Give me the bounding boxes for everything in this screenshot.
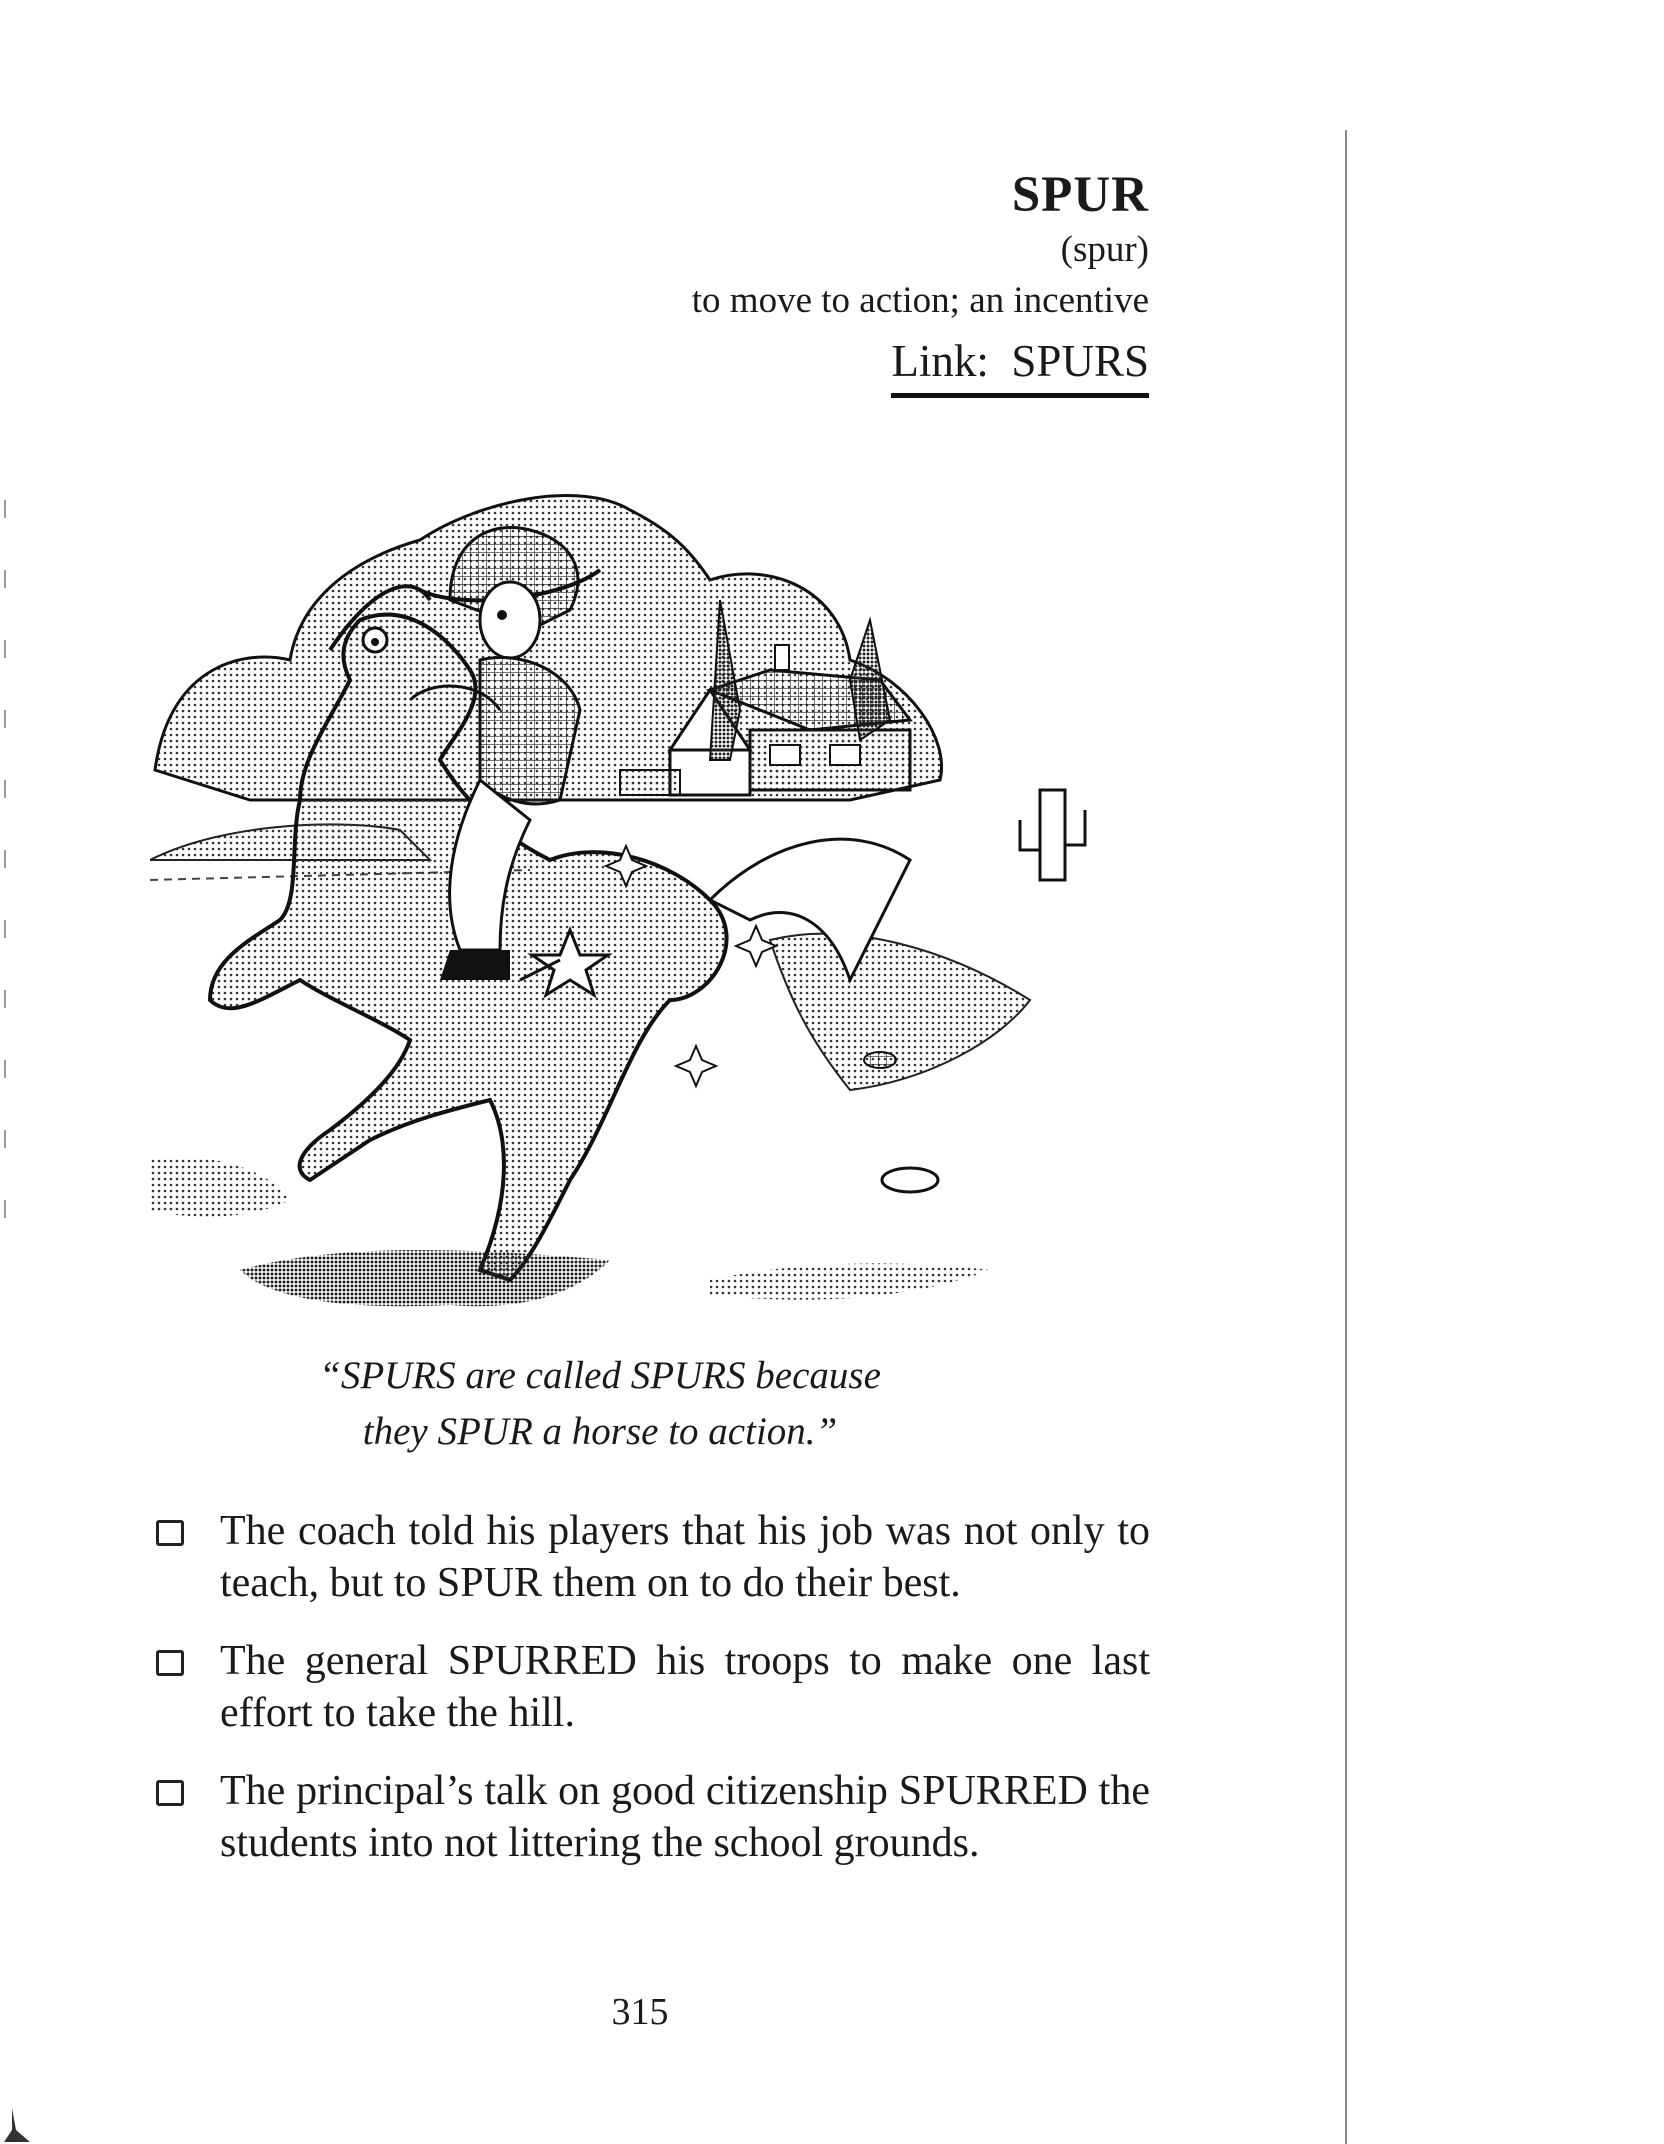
link-line [891, 331, 1149, 398]
page-edge-dots [4, 500, 6, 1220]
checkbox-icon[interactable] [156, 1780, 184, 1806]
page-number: 315 [611, 1991, 669, 2033]
caption-line-1: “SPURS are called SPURS because [319, 1354, 881, 1397]
example-sentences [150, 1505, 1150, 1895]
checkbox-icon[interactable] [156, 1650, 184, 1676]
example-item [150, 1635, 1150, 1739]
headword: SPUR [1011, 167, 1149, 223]
example-text: The principal’s talk on good citizenship SPURRED the students into not littering the school grounds. [220, 1768, 1150, 1866]
example-text: The general SPURRED his troops to make one last effort to take the hill. [220, 1638, 1150, 1736]
caption-line-2: they SPUR a horse to action.” [362, 1410, 838, 1453]
cactus-icon [1020, 790, 1085, 880]
pronunciation: (spur) [1060, 229, 1149, 270]
corner-mark-icon [0, 2108, 40, 2144]
checkbox-icon[interactable] [156, 1520, 184, 1546]
illustration-caption [300, 1348, 900, 1460]
link-label: Link: [891, 336, 989, 386]
entry-header [692, 165, 1149, 398]
page-edge-line [1345, 130, 1347, 2144]
definition: to move to action; an incentive [691, 280, 1149, 321]
example-item [150, 1505, 1150, 1609]
link-word: SPURS [1011, 336, 1149, 386]
cowboy-horse-illustration-icon [150, 480, 1150, 1340]
example-item [150, 1765, 1150, 1869]
example-text: The coach told his players that his job was not only to teach, but to SPUR them on to do their best. [220, 1508, 1150, 1606]
